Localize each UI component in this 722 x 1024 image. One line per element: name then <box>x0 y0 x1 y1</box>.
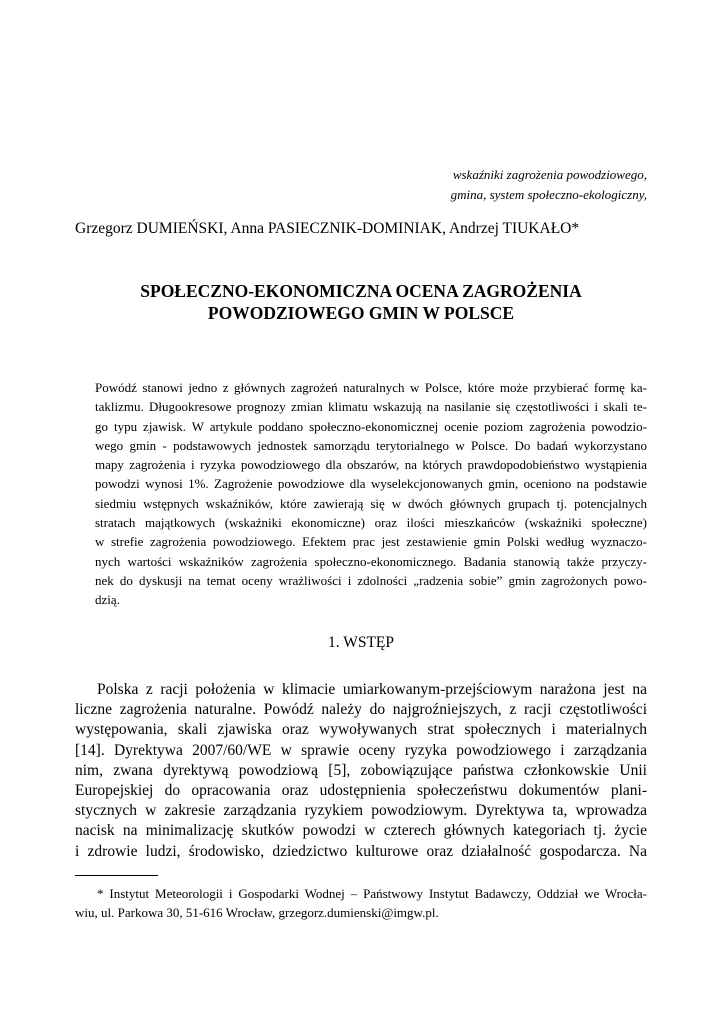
keywords-line-1: wskaźniki zagrożenia powodziowego, <box>452 167 647 182</box>
abstract-line: wego gmin - podstawowych jednostek samorządu terytorialnego w Polsce. Do badań wykorzystano <box>95 437 647 453</box>
abstract-line: siedmiu wstępnych wskaźników, które zawierają się w dwóch głównych grupach tj. potencjalnych <box>95 495 647 511</box>
title-line-1: SPOŁECZNO-EKONOMICZNA OCENA ZAGROŻENIA <box>140 281 582 301</box>
abstract-line: nych wartości wskaźników zagrożenia społeczno-ekonomicznego. Badania stanowią także przyczy- <box>95 553 647 569</box>
keywords <box>451 165 647 205</box>
abstract-line: go typu zjawisk. W artykule poddano społeczno-ekonomicznej ocenie poziom zagrożenia powodzio- <box>95 418 647 434</box>
footnote-line-1: * Instytut Meteorologii i Gospodarki Wodnej – Państwowy Instytut Badawczy, Oddział we Wrocła- <box>97 886 647 901</box>
authors: Grzegorz DUMIEŃSKI, Anna PASIECZNIK-DOMINIAK, Andrzej TIUKAŁO* <box>75 220 580 237</box>
body-line: występowania, skali zjawiska oraz wywoływanych strat społecznych i materialnych <box>75 721 647 739</box>
title-line-2: POWODZIOWEGO GMIN W POLSCE <box>207 303 515 323</box>
body-line: stycznych w zakresie zarządzania ryzykiem powodziowym. Dyrektywa ta, wprowadza <box>75 802 647 820</box>
body-line: [14]. Dyrektywa 2007/60/WE w sprawie oceny ryzyka powodziowego i zarządzania <box>75 741 647 759</box>
abstract-line: powodzi wynosi 1%. Zagrożenie powodziowe dla wyselekcjonowanych gmin, oceniono na podstawie <box>95 476 647 492</box>
paper-title <box>75 280 647 324</box>
abstract-line: taklizmu. Długookresowe prognozy zmian klimatu wskazują na nasilanie się częstotliwości i skali te- <box>95 399 647 415</box>
section-heading: 1. WSTĘP <box>327 634 395 651</box>
body-line: Polska z racji położenia w klimacie umiarkowanym-przejściowym narażona jest na <box>97 681 647 698</box>
abstract-line: stratach majątkowych (wskaźniki ekonomiczne) oraz ilości mieszkańców (wskaźniki społeczne) <box>95 515 647 531</box>
abstract-line: dzią. <box>95 592 120 608</box>
body-line: Europejskiej do opracowania oraz udostępnienia społeczeństwu dokumentów plani- <box>75 781 647 799</box>
body-paragraph <box>75 680 647 862</box>
abstract <box>95 378 647 610</box>
footnote-divider <box>75 875 158 876</box>
body-line: nacisk na minimalizację skutków powodzi w czterech głównych kategoriach tj. życie <box>75 822 647 840</box>
keywords-line-2: gmina, system społeczno-ekologiczny, <box>450 187 647 202</box>
abstract-line: mapy zagrożenia i ryzyka powodziowego dla obszarów, na których prawdopodobieństwo wystąpienia <box>95 457 647 473</box>
footnote-line-2: wiu, ul. Parkowa 30, 51-616 Wrocław, grzegorz.dumienski@imgw.pl. <box>75 904 439 920</box>
body-line: liczne zagrożenia naturalne. Powódź należy do najgroźniejszych, z racji częstotliwości <box>75 701 647 719</box>
body-line: nim, zwana dyrektywą powodziową [5], zobowiązujące państwa członkowskie Unii <box>75 761 647 779</box>
abstract-line: w strefie zagrożenia powodziowego. Efektem prac jest zestawienie gmin Polski według wyznaczo- <box>95 534 647 550</box>
footnote <box>75 885 647 922</box>
body-line: i zdrowie ludzi, środowisko, dziedzictwo kulturowe oraz działalność gospodarcza. Na <box>75 842 647 860</box>
abstract-line: nek do dyskusji na temat oceny wrażliwości i zdolności „radzenia sobie” gmin zagrożonych powo- <box>95 572 647 588</box>
abstract-line: Powódź stanowi jedno z głównych zagrożeń naturalnych w Polsce, które może przybierać formę ka- <box>95 380 647 395</box>
